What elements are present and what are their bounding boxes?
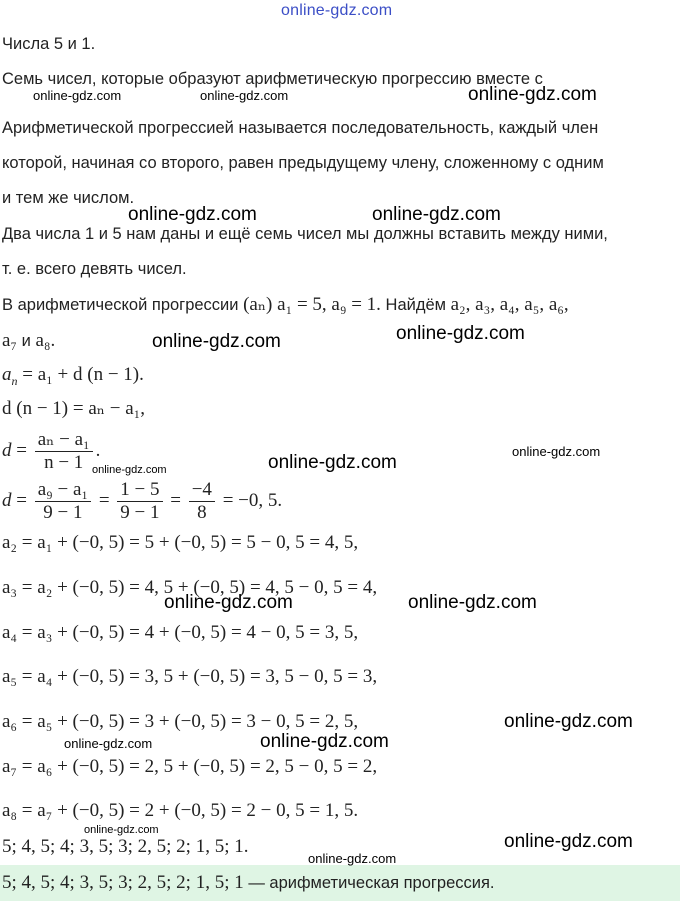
fraction-d-1-den: 9 − 1 — [43, 502, 83, 524]
formula-a4: a₄ = a₃ + (−0, 5) = 4 + (−0, 5) = 4 − 0, 5 = 3, 5, — [2, 622, 359, 643]
formula-a3: a₃ = a₂ + (−0, 5) = 4, 5 + (−0, 5) = 4, 5 − 0, 5 = 4, — [2, 577, 378, 598]
watermark-top: online-gdz.com — [281, 2, 393, 19]
formula-a8: a₈. — [35, 330, 56, 351]
fraction-d-general-num: aₙ − a₁ — [35, 429, 93, 452]
fraction-d-3-num: −4 — [189, 479, 215, 502]
watermark: online-gdz.com — [504, 711, 633, 732]
watermark: online-gdz.com — [33, 88, 122, 103]
text-line-8-b: Найдём — [385, 296, 446, 314]
answer-line — [2, 872, 495, 894]
watermark: online-gdz.com — [468, 84, 597, 105]
fraction-d-3-den: 8 — [197, 502, 207, 524]
answer-sequence: 5; 4, 5; 4; 3, 5; 3; 2, 5; 2; 1, 5; 1 — [2, 872, 244, 893]
fraction-d-1 — [35, 479, 91, 524]
text-line-8-a: В арифметической прогрессии — [2, 296, 239, 314]
fraction-d-2 — [117, 479, 162, 524]
formula-an-rhs: = a₁ + d (n − 1). — [22, 364, 144, 385]
fraction-d-3 — [189, 479, 215, 524]
fraction-d-general-den: n − 1 — [44, 452, 84, 474]
answer-box — [0, 865, 680, 901]
formula-a7: a₇ — [2, 330, 18, 351]
watermark: online-gdz.com — [504, 831, 633, 852]
formula-progression: (aₙ) a₁ = 5, a₉ = 1. — [243, 294, 381, 315]
formula-a7-line: a₇ = a₆ + (−0, 5) = 2, 5 + (−0, 5) = 2, 5 − 0, 5 = 2, — [2, 756, 378, 777]
formula-a2: a₂ = a₁ + (−0, 5) = 5 + (−0, 5) = 5 − 0, 5 = 4, 5, — [2, 532, 359, 553]
text-line-1: Числа 5 и 1. — [2, 35, 96, 53]
watermark: online-gdz.com — [372, 204, 501, 225]
text-line-5: и тем же числом. — [2, 189, 135, 207]
formula-a8-line: a₈ = a₇ + (−0, 5) = 2 + (−0, 5) = 2 − 0, 5 = 1, 5. — [2, 800, 359, 821]
formula-d-calc: d = $\frac{\text{a₉ − a₁}}{9 - 1}$ = $\frac{1 - 5}{9 - 1}$ = $\frac{-4}{8}$ = −0, 5. — [2, 479, 283, 524]
fraction-d-2-den: 9 − 1 — [120, 502, 160, 524]
watermark: online-gdz.com — [128, 204, 257, 225]
watermark: online-gdz.com — [84, 824, 159, 836]
text-line-8 — [2, 294, 569, 316]
text-line-9-and: и — [21, 332, 31, 350]
fraction-d-1-num: a₉ − a₁ — [35, 479, 91, 502]
formula-find: a₂, a₃, a₄, a₅, a₆, — [450, 294, 569, 315]
text-line-6: Два числа 1 и 5 нам даны и ещё семь чисел мы должны вставить между ними, — [2, 225, 608, 243]
watermark: online-gdz.com — [64, 736, 153, 751]
watermark: online-gdz.com — [92, 464, 167, 476]
sequence-line: 5; 4, 5; 4; 3, 5; 3; 2, 5; 2; 1, 5; 1. — [2, 836, 249, 857]
watermark: online-gdz.com — [152, 331, 281, 352]
watermark: online-gdz.com — [268, 452, 397, 473]
fraction-d-general — [35, 429, 93, 474]
watermark: online-gdz.com — [200, 88, 289, 103]
text-line-7: т. е. всего девять чисел. — [2, 260, 187, 278]
formula-an: $a_n = a_1 + d$ (n − 1). — [2, 364, 144, 388]
watermark: online-gdz.com — [308, 851, 397, 866]
answer-text: — арифметическая прогрессия. — [243, 874, 495, 892]
watermark: online-gdz.com — [396, 323, 525, 344]
watermark: online-gdz.com — [164, 592, 293, 613]
formula-d-general: d = $\frac{\text{aₙ − a₁}}{n - 1}$ . — [2, 429, 101, 474]
watermark: online-gdz.com — [260, 731, 389, 752]
formula-dn: d (n − 1) = aₙ − a₁, — [2, 398, 146, 419]
text-line-2: Семь чисел, которые образуют арифметическую прогрессию вместе с — [2, 70, 543, 88]
formula-d-result: = −0, 5. — [222, 490, 283, 511]
fraction-d-2-num: 1 − 5 — [117, 479, 162, 502]
text-line-4: которой, начиная со второго, равен предыдущему члену, сложенному с одним — [2, 154, 604, 172]
watermark: online-gdz.com — [512, 444, 601, 459]
formula-a5: a₅ = a₄ + (−0, 5) = 3, 5 + (−0, 5) = 3, 5 − 0, 5 = 3, — [2, 666, 378, 687]
text-line-9 — [2, 330, 55, 352]
watermark: online-gdz.com — [408, 592, 537, 613]
text-line-3: Арифметической прогрессией называется последовательность, каждый член — [2, 119, 599, 137]
formula-a6: a₆ = a₅ + (−0, 5) = 3 + (−0, 5) = 3 − 0, 5 = 2, 5, — [2, 711, 359, 732]
